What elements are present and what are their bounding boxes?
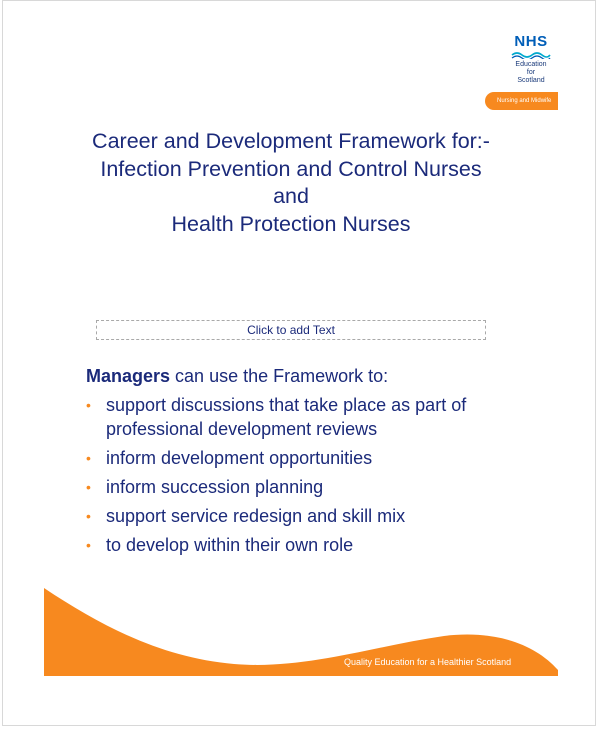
slide [44,20,558,676]
bullet-text: support service redesign and skill mix [106,506,406,526]
slide-title [44,128,538,238]
wave-icon [511,51,551,59]
intro-line [86,364,388,388]
logo-mark: NHS [514,33,548,50]
bullet-item [84,393,524,441]
bullet-list [84,393,524,562]
title-line-4: Health Protection Nurses [171,211,411,236]
bullet-dot-icon: • [86,450,91,466]
intro-strong: Managers [86,366,171,386]
nhs-logo [504,34,558,85]
bullet-dot-icon: • [86,508,91,524]
bullet-dot-icon: • [86,397,91,413]
bullet-dot-icon: • [86,537,91,553]
bullet-item [84,475,524,499]
logo-line-1: Education [515,61,547,68]
bullet-text: to develop within their own role [106,535,354,555]
intro-rest: can use the Framework to: [170,366,389,386]
logo-line-3: Scotland [517,77,545,84]
bullet-item [84,533,524,557]
add-text-placeholder[interactable]: Click to add Text [96,320,486,340]
bullet-text: inform development opportunities [106,448,373,468]
nursing-tag-bar: Nursing and Midwife [485,92,558,110]
bullet-text: support discussions that take place as part of professional development reviews [106,395,467,439]
title-line-2: Infection Prevention and Control Nurses [100,156,482,181]
logo-line-2: for [526,69,536,76]
bullet-text: inform succession planning [106,477,324,497]
title-line-3: and [273,184,309,208]
footer-tagline: Quality Education for a Healthier Scotland [344,657,512,667]
bullet-item [84,504,524,528]
title-line-1: Career and Development Framework for:- [92,129,490,153]
bullet-dot-icon: • [86,479,91,495]
bullet-item [84,446,524,470]
